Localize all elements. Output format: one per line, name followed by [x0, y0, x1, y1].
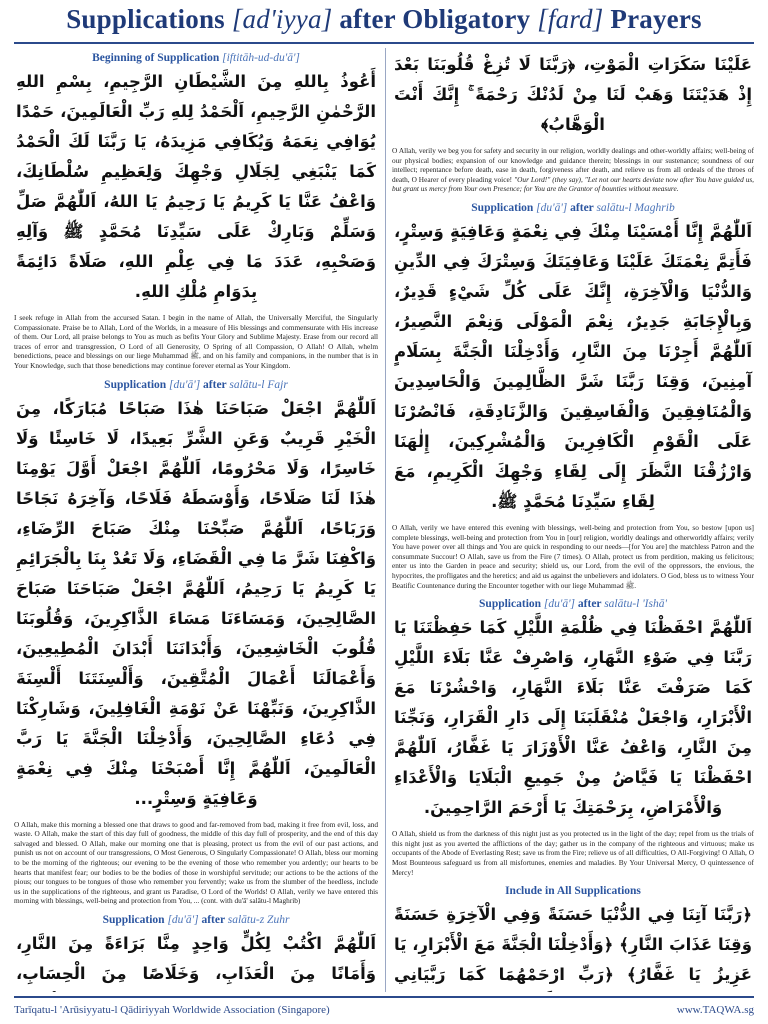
heading-prayer: salātu-l Maghrib — [596, 201, 675, 214]
title-part-2: [ad'iyya] — [231, 4, 333, 34]
heading-transliteration: [du'ā'] — [536, 201, 568, 214]
translation-beginning: I seek refuge in Allah from the accursed Satan. I begin in the name of Allah, the Universally Merciful, the Singularly Compassionate. Praise be to Allah, Lord of the Worlds, in a measure of His blessings and commensurate with His increase of them. Our Lord, all praise belongs to You as much as befits Your Glory and Sublime Majesty. Erase from our record all traces of error and transgression, O Lord of all Generosity, O Spring of all Compassion, O Allah! O Allah, whelm benedictions, peace and blessings on our liege Muhammad ﷺ, and on his family and companions, in the number that is in Your Knowledge, such that those benedictions may continue forever eternal as Your Kingdom. — [14, 313, 378, 370]
translation-fajr: O Allah, make this morning a blessed one that draws to good and far-removed from bad, making it free from evil, loss, and waste. O Allah, make the start of this day full of goodness, the middle of this day full of prosperity, and the end of this day salvaged and blessed. O Allah, make our morning one that is pleasing, protect us from the evil of our past actions, and punish us not on account of our transgressions, O Most Generous, O Singularly Compassionate! O Allah, bless our morning to be the morning of the righteous; our evening to be the evening of those who remember you ardently; our hearts to be hearts that manifest fear; our bodies to be the bodies of those in worshipful servitude; our actions to be the actions of the pious; our tongues to be tongues of those who remember you fervently; wake us from the slumber of the heedless, include us in the supplications of the righteous, and grant us Paradise, O Lord of the Worlds! O Allah, verily we have entered this morning with blessings, well-being and protection from You, ... (cont. with du'ā' salātu-l Maghrib) — [14, 819, 378, 906]
heading-prayer: salātu-l 'Ishā' — [604, 598, 667, 611]
footer-organization: Tarīqatu-l 'Arūsiyyatu-l Qādiriyyah Worldwide Association (Singapore) — [14, 1004, 330, 1016]
heading-text: Supplication — [479, 598, 544, 611]
column-separator — [385, 48, 386, 992]
page-title — [0, 4, 768, 35]
translation-asr-quote: "Our Lord!" (they say), "Let not our hearts deviate now after You have guided us, but grant us mercy from Your own Presence; for You are the Grantor of bounties without measure. — [392, 174, 754, 194]
arabic-maghrib: اَللّٰهُمَّ إِنَّا أَمْسَيْنَا مِنْكَ فِي نِعْمَةٍ وَعَافِيَةٍ وَسِتْرٍ، فَأَتِمَّ نِعْمَتَكَ عَلَيْنَا وَعَافِيَتَكَ وَسِتْرَكَ فِي الدِّينِ وَالدُّنْيَا وَالْآخِرَةِ، إِنَّكَ عَلَى كُلِّ شَيْءٍ قَدِيرٌ، وَبِالْإِجَابَةِ جَدِيرٌ، نِعْمَ الْمَوْلَى وَنِعْمَ النَّصِيرُ، اَللّٰهُمَّ أَجِرْنَا مِنَ النَّارِ، وَأَدْخِلْنَا الْجَنَّةَ بِسَلَامٍ آمِنِينَ، وَقِنَا رَبَّنَا شَرَّ الظَّالِمِينَ وَالْحَاسِدِينَ وَالْمُنَافِقِينَ وَالْفَاسِقِينَ وَالزَّنَادِقَةِ، فَانْصُرْنَا عَلَى الْقَوْمِ الْكَافِرِينَ وَالْمُشْرِكِينَ، إِلٰهَنَا وَارْزُقْنَا النَّظَرَ إِلَى لِقَاءِ وَجْهِكَ الْكَرِيمِ، مَعَ لِقَاءِ سَيِّدِنَا مُحَمَّدٍ ﷺ. — [394, 221, 752, 511]
heading-prayer: salātu-z Zuhr — [227, 913, 290, 926]
arabic-fajr: اَللّٰهُمَّ اجْعَلْ صَبَاحَنَا هٰذَا صَبَاحًا مُبَارَكًا، مِنَ الْخَيْرِ قَرِيبٌ وَعَنِ الشَّرِّ بَعِيدًا، لَا خَاسِئًا وَلَا خَاسِرًا، وَلَا مَحْرُومًا، اَللّٰهُمَّ اجْعَلْ أَوَّلَ يَوْمِنَا هٰذَا لَنَا صَلَاحًا، وَأَوْسَطَهُ فَلَاحًا، وَآخِرَهُ نَجَاحًا وَرَبَاحًا، اَللّٰهُمَّ صَبِّحْنَا مِنْكَ صَبَاحَ الرِّضَاءِ، وَاكْفِنَا شَرَّ مَا فِي الْقَضَاءِ، وَلَا تَعُدْ بِنَا بِالْجَرَائِمِ يَا كَرِيمُ يَا رَحِيمُ، اَللّٰهُمَّ اجْعَلْ صَبَاحَنَا صَبَاحَ الصَّالِحِينَ، وَمَسَاءَنَا مَسَاءَ الذَّاكِرِينَ، وَقُلُوبَنَا قُلُوبَ الْخَاشِعِينَ، وَأَبْدَانَنَا أَبْدَانَ الْمُطِيعِينَ، وَأَعْمَالَنَا أَعْمَالَ الْمُتَّقِينَ، وَأَلْسِنَتَنَا أَلْسِنَةَ الذَّاكِرِينَ، وَنَبِّهْنَا عَنْ نَوْمَةِ الْغَافِلِينَ، وَشَارِكْنَا فِي دُعَاءِ الصَّالِحِينَ، وَأَدْخِلْنَا الْجَنَّةَ يَا رَبَّ الْعَالَمِينَ، اَللّٰهُمَّ إِنَّا أَصْبَحْنَا مِنْكَ فِي نِعْمَةٍ وَعَافِيَةٍ وَسِتْرٍ... — [16, 398, 376, 808]
title-part-1: Supplications — [66, 4, 232, 34]
title-rule — [14, 42, 754, 44]
right-column — [392, 50, 754, 992]
heading-maghrib — [392, 202, 754, 214]
heading-transliteration: [du'ā'] — [169, 378, 201, 391]
translation-maghrib: O Allah, verily we have entered this evening with blessings, well-being and protection from You, so bestow [upon us] complete blessings, well-being and protection from You in [our] religion, worldly dealings and otherworldly affairs; verily You have power over all things and You are quick in responding to our needs—[for You are] the matchless Patron and the consummate Succour! O Allah, save us from the Fire (7 times). O Allah, protect us from perdition, making us felicitous; enter us into the Garden in peace and security; shield us, our Lord, from the evil of the oppressors, the envious, the hypocrites, the profligates and the heretics; and aid us against the unbelievers and idolaters. O God, bless us to witness Your Beatific Countenance during the Encounter together with our liege Muhammad ﷺ. — [392, 522, 754, 590]
heading-after: after — [200, 378, 230, 391]
footer-rule — [14, 996, 754, 998]
heading-prayer: salātu-l Fajr — [229, 378, 288, 391]
translation-asr-plain: O Allah, verily we beg you for safety and security in our religion, worldly dealings and other-worldly affairs; well-being of our physical bodies; expansion of our knowledge and guidance therein; blessings in our sustenance; soundness of our intellect; repentance before death, ease in death, forgiveness after death, and relieve us from all ordeals of the throes of death, O Hearer of every pleading voice! — [392, 146, 754, 184]
heading-after: after — [575, 598, 605, 611]
heading-beginning — [14, 52, 378, 64]
title-part-5: Prayers — [603, 4, 702, 34]
translation-asr — [392, 146, 754, 194]
footer-website-link[interactable]: www.TAQWA.sg — [676, 1004, 754, 1016]
heading-transliteration: [du'ā'] — [543, 598, 576, 611]
heading-transliteration: [iftitāh-ud-du'ā'] — [222, 52, 300, 64]
heading-text: Supplication — [471, 201, 537, 214]
heading-text: Beginning of Supplication — [92, 52, 223, 64]
heading-text: Supplication — [104, 378, 170, 391]
title-part-4: [fard] — [537, 4, 604, 34]
heading-zuhr — [14, 914, 378, 926]
arabic-include: ﴿رَبَّنَا آتِنَا فِي الدُّنْيَا حَسَنَةً وَفِي الْآخِرَةِ حَسَنَةً وَقِنَا عَذَابَ النَّارِ﴾ ﴿وَأَدْخِلْنَا الْجَنَّةَ مَعَ الْأَبْرَارِ، يَا عَزِيزُ يَا غَفَّارُ﴾ ﴿رَبِّ ارْحَمْهُمَا كَمَا رَبَّيَانِي — [394, 905, 752, 985]
left-column — [14, 50, 378, 992]
heading-after: after — [198, 913, 228, 926]
heading-text: Supplication — [102, 913, 168, 926]
heading-fajr — [14, 379, 378, 391]
title-part-3: after Obligatory — [332, 4, 538, 34]
heading-after: after — [567, 201, 597, 214]
arabic-asr-continued: عَلَيْنَا سَكَرَاتِ الْمَوْتِ، ﴿رَبَّنَا لَا تُزِغْ قُلُوبَنَا بَعْدَ إِذْ هَدَيْتَنَا وَهَبْ لَنَا مِنْ لَدُنْكَ رَحْمَةً ۚ إِنَّكَ أَنْتَ الْوَهَّابُ﴾ — [394, 55, 752, 134]
arabic-zuhr: اَللّٰهُمَّ اكْتُبْ لِكُلٍّ وَاحِدٍ مِنَّا بَرَاءَةً مِنَ النَّارِ، وَأَمَانًا مِنَ الْعَذَابِ، وَخَلَاصًا مِنَ الْحِسَابِ، — [16, 933, 376, 983]
heading-transliteration: [du'ā'] — [167, 913, 199, 926]
arabic-beginning: أَعُوذُ بِاللهِ مِنَ الشَّيْطَانِ الرَّجِيمِ، بِسْمِ اللهِ الرَّحْمٰنِ الرَّحِيمِ، اَلْحَمْدُ لِلهِ رَبِّ الْعَالَمِينَ، حَمْدًا يُوَافِي نِعَمَهُ وَيُكَافِي مَزِيدَهُ، يَا رَبَّنَا لَكَ الْحَمْدُ كَمَا يَنْبَغِي لِجَلَالِ وَجْهِكَ وَلِعَظِيمِ سُلْطَانِكَ، وَاعْفُ عَنَّا يَا كَرِيمُ يَا رَحِيمُ يَا اللهُ، اَللّٰهُمَّ صَلِّ وَسَلِّمْ وَبَارِكْ عَلَى سَيِّدِنَا مُحَمَّدٍ ﷺ وَآلِهِ وَصَحْبِهِ، عَدَدَ مَا فِي عِلْمِ اللهِ، صَلَاةً دَائِمَةً بِدَوَامِ مُلْكِ اللهِ. — [16, 72, 376, 301]
translation-isha: O Allah, shield us from the darkness of this night just as you protected us in the light of the day; repel from us the trials of this night just as you averted the afflictions of the day; gather us in the company of the righteous and virtuous; make us occupants of the Abode of Everlasting Rest; save us from the Fire; relieve us of all difficulties, O All-Forgiving! O Allah, O Most Bounteous safeguard us from all misfortunes, enemies and maladies. By Your Universal Mercy, O quintessence of Mercy! — [392, 829, 754, 877]
heading-isha — [392, 598, 754, 610]
heading-include: Include in All Supplications — [505, 885, 641, 898]
arabic-isha: اَللّٰهُمَّ احْفَظْنَا فِي ظُلْمَةِ اللَّيْلِ كَمَا حَفِظْتَنَا يَا رَبَّنَا فِي ضَوْءِ النَّهَارِ، وَاصْرِفْ عَنَّا بَلَاءَ اللَّيْلِ كَمَا صَرَفْتَ عَنَّا بَلَاءَ النَّهَارِ، وَاحْشُرْنَا مَعَ الْأَبْرَارِ، وَاجْعَلْ مُنْقَلَبَنَا إِلَى دَارِ الْقَرَارِ، وَنَجِّنَا مِنَ النَّارِ، وَاعْفُ عَنَّا الْأَوْزَارَ يَا غَفَّارُ، اَللّٰهُمَّ احْفَظْنَا يَا فَيَّاضُ مِنْ جَمِيعِ الْبَلَايَا وَالْأَعْدَاءِ وَالْأَمْرَاضِ، بِرَحْمَتِكَ يَا أَرْحَمَ الرَّاحِمِينَ. — [394, 618, 752, 818]
